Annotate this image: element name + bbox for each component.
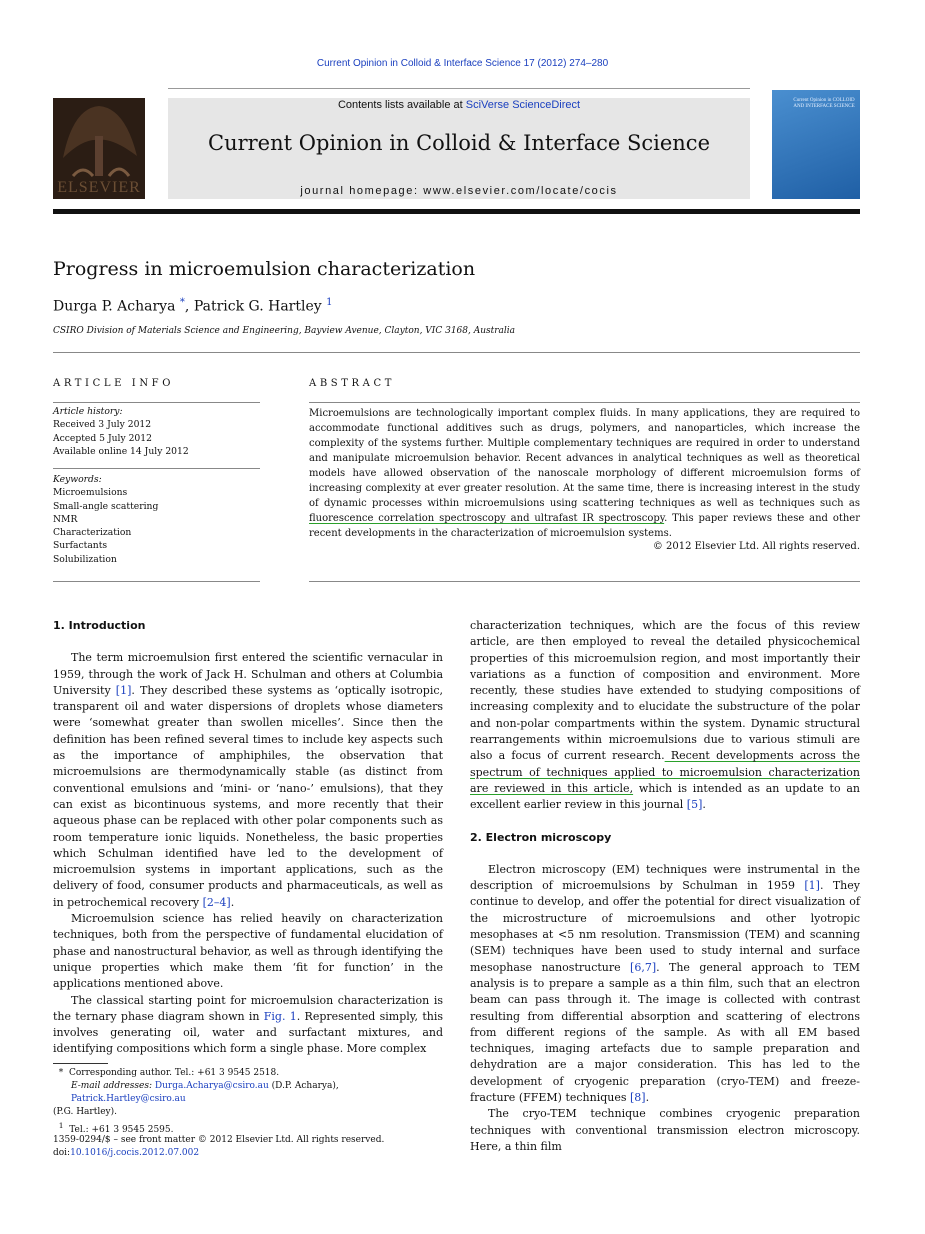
ref-link[interactable]: [1] [115,683,132,697]
column-left [53,618,443,1058]
journal-citation[interactable]: Current Opinion in Colloid & Interface Science 17 (2012) 274–280 [316,58,609,69]
elsevier-logo [53,98,145,199]
footnote-emails: E-mail addresses: Durga.Acharya@csiro.au (D.P. Acharya), Patrick.Hartley@csiro.au [71,1081,339,1104]
keyword: Microemulsions [53,487,128,499]
publisher-logo-text: ELSEVIER [57,179,141,196]
em-paragraph-1: Electron microscopy (EM) techniques were instrumental in the description of microemulsions by Schulman in 1959 [1]. They continue to develop, and offer the potential for direct visualization of the microstructure of microemulsions and other lyotropic mesophases at <5 nm resolution. Transmission (TEM) and scanning (SEM) techniques have been used to study internal and surface mesophase nanostructure [6,7]. The general approach to TEM analysis is to prepare a sample as a thin film, such that an electron beam can pass through it. The image is collected with contrast resulting from differential absorption and scattering of electrons from different regions of the sample. As with all EM based techniques, imaging artefacts due to sample preparation and dehydration are a major consideration. This has led to the development of cryogenic preparation (cryo-TEM) and freeze-fracture (FFEM) techniques [8]. [470,862,860,1105]
doi-line: doi:10.1016/j.cocis.2012.07.002 [53,1148,200,1158]
keyword: Small-angle scattering [53,500,159,512]
doi-link[interactable]: 10.1016/j.cocis.2012.07.002 [70,1148,200,1158]
ref-link[interactable]: [2–4] [202,895,231,909]
footnote-corresponding: * Corresponding author. Tel.: +61 3 9545 2518. [58,1068,280,1078]
abstract-text: Microemulsions are technologically important complex fluids. In many applications, they are required to accommodate functional additives such as drugs, polymers, and nanoparticles, which increase the complexity of the systems further. Multiple complementary techniques are required in order to understand and manipulate microemulsion behavior. Recent advances in analytical techniques as well as theoretical models have allowed observation of the nanoscale morphology of different microemulsion forms of increasing complexity at ever greater resolution. At the same time, there is increasing interest in the study of dynamic processes within microemulsions using scattering techniques as well as techniques such as fluorescence correlation spectroscopy and ultrafast IR spectroscopy. This paper reviews these and other recent developments in the characterization of microemulsion systems. [309,408,860,539]
page-footer [53,1134,384,1160]
journal-homepage[interactable]: journal homepage: www.elsevier.com/locate/cocis [300,185,618,197]
intro-paragraph-3: The classical starting point for microemulsion characterization is the ternary phase diagram shown in Fig. 1. Represented simply, this involves generating oil, water and surfactant mixtures, and identifying compositions which form a single phase. More complex [53,993,444,1056]
contents-line: Contents lists available at SciVerse ScienceDirect [337,99,581,111]
section-heading-introduction: 1. Introduction [53,619,146,632]
info-divider [53,402,260,403]
keyword: Surfactants [53,540,108,552]
ref-link[interactable]: [1] [804,879,820,893]
keywords-divider [53,468,260,469]
keyword: NMR [53,513,78,525]
abstract-heading: ABSTRACT [309,378,395,389]
ref-link[interactable]: [8] [630,1091,646,1105]
abstract-bottom-rule [309,581,860,582]
footnotes: * Corresponding author. Tel.: +61 3 9545 2518. E-mail addresses: Durga.Acharya@csiro.au (D.P. Acharya), Patrick.Hartley@csiro.au (P.G. Hartley). $^1$ Tel.: +61 3 9545 2595. [53,1067,443,1137]
title-divider [53,352,860,353]
info-bottom-rule [53,581,260,582]
issn-line: 1359-0294/$ – see front matter © 2012 Elsevier Ltd. All rights reserved. [53,1135,385,1145]
abstract-divider [309,402,860,403]
journal-name: Current Opinion in Colloid & Interface Science [208,131,710,155]
keyword: Solubilization [53,553,117,565]
header-divider [168,88,750,89]
header-thick-rule [53,209,860,214]
email-link[interactable]: Durga.Acharya@csiro.au [154,1081,269,1091]
tree-icon [53,98,145,183]
article-info-heading: ARTICLE INFO [53,378,175,389]
highlighted-text: fluorescence correlation spectroscopy and ultrafast IR spectroscopy [309,513,665,524]
em-paragraph-2: The cryo-TEM technique combines cryogenic preparation techniques with conventional transmission electron microscopy. Here, a thin film [470,1107,860,1153]
sciencedirect-link[interactable]: SciVerse ScienceDirect [465,99,581,111]
affiliation: CSIRO Division of Materials Science and Engineering, Bayview Avenue, Clayton, VIC 3168, Australia [53,326,516,336]
section-heading-electron-microscopy: 2. Electron microscopy [470,830,612,844]
article-title: Progress in microemulsion characterization [53,258,476,280]
footnote-mark[interactable]: 1 [326,297,333,308]
intro-paragraph-2: Microemulsion science has relied heavily on characterization techniques, both from the perspective of fundamental elucidation of phase and nanostructural behavior, as well as through identifying the unique properties which make them ‘fit for function’ in the applications mentioned above. [53,912,443,991]
footnote-1: $^1$ Tel.: +61 3 9545 2595. [58,1121,174,1135]
keywords: Keywords: Microemulsions Small-angle scattering NMR Characterization Surfactants Solubilization [53,473,260,566]
ref-link[interactable]: [6,7] [630,960,657,974]
author-list: Durga P. Acharya *, Patrick G. Hartley $^1$ [53,297,333,315]
highlighted-text: Recent developments across the spectrum of techniques applied to microemulsion characterization are reviewed in this article, [470,749,861,795]
ref-link[interactable]: [5] [686,798,703,812]
corresponding-mark[interactable]: * [179,297,185,308]
article-history: Article history: Received 3 July 2012 Accepted 5 July 2012 Available online 14 July 2012 [53,406,189,457]
keyword: Characterization [53,527,132,539]
author-1: Durga P. Acharya [53,298,176,315]
figure-link[interactable]: Fig. 1 [263,1009,297,1023]
copyright-line: © 2012 Elsevier Ltd. All rights reserved. [652,541,860,552]
column-right [470,618,860,1155]
cover-title: Current Opinion in COLLOID AND INTERFACE SCIENCE [793,98,855,109]
email-link[interactable]: Patrick.Hartley@csiro.au [71,1094,186,1104]
footnote-rule [53,1063,108,1064]
col2-paragraph-1: characterization techniques, which are the focus of this review article, are then employed to reveal the detailed physicochemical properties of this microemulsion region, and most importantly their variations as a function of composition and environment. More recently, these studies have extended to studying compositions of increasing complexity and to elucidate the substructure of the polar and non-polar compartments within the system. Dynamic structural rearrangements within microemulsions due to various stimuli are also a focus of current research. Recent developments across the spectrum of techniques applied to microemulsion characterization are reviewed in this article, which is intended as an update to an excellent earlier review in this journal [5]. [470,619,861,812]
intro-paragraph-1: The term microemulsion first entered the scientific vernacular in 1959, through the work of Jack H. Schulman and others at Columbia University [1]. They described these systems as ‘optically isotropic, transparent oil and water dispersions of droplets whose diameters were ‘somewhat greater than swollen micelles’. Since then the definition has been refined several times to include key aspects such as the importance of amphiphiles, the observation that microemulsions are thermodynamically stable (as distinct from conventional emulsions and ‘mini- or ‘nano-’ emulsions), that they can exist as bicontinuous systems, and more recently that their aqueous phase can be replaced with other polar components such as room temperature ionic liquids. Nonetheless, the basic properties which Schulman identified have led to the development of microemulsion systems in important applications, such as the delivery of food, consumer products and pharmaceuticals, as well as in petrochemical recovery [2–4]. [53,651,443,909]
journal-cover[interactable] [772,90,860,199]
author-2: Patrick G. Hartley [193,298,322,315]
